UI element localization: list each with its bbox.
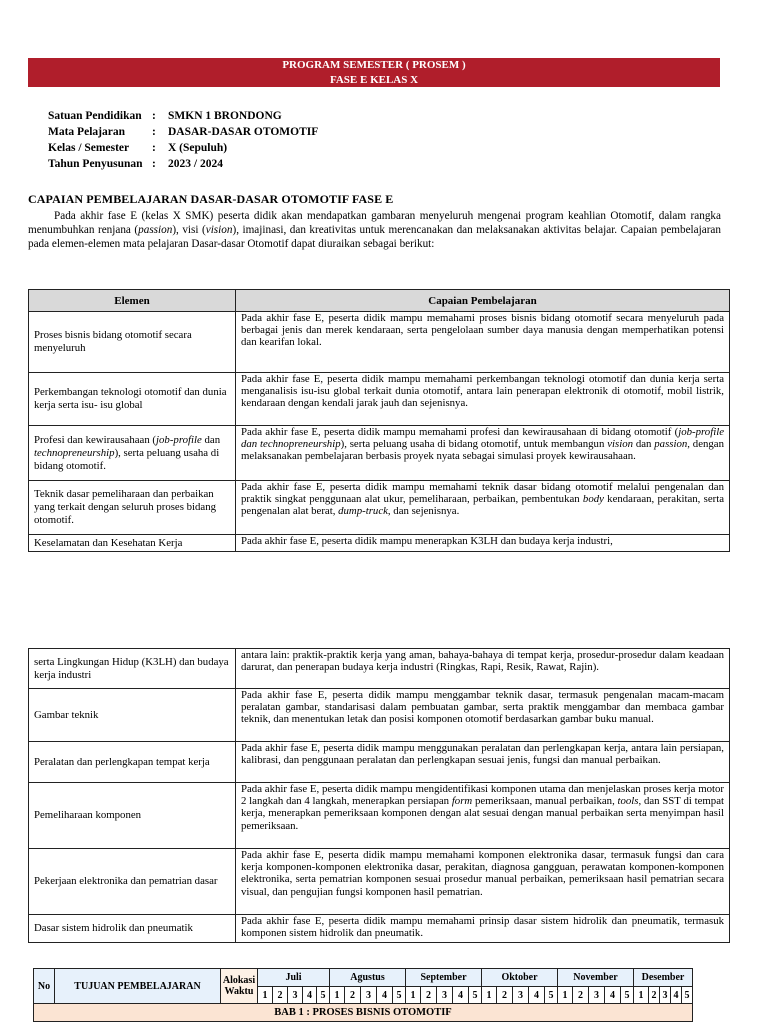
month-header: September <box>406 969 482 987</box>
week-number: 3 <box>437 987 453 1004</box>
table-row <box>29 426 730 481</box>
table-row <box>29 849 730 915</box>
elemen-cell: serta Lingkungan Hidup (K3LH) dan budaya kerja industri <box>29 649 236 689</box>
capaian-cell: Pada akhir fase E, peserta didik mampu memahami proses bisnis bidang otomotif secara menyeluruh pada berbagai jenis dan merek kendaraan, serta pengelolaan sumber daya manusia dengan memperhatikan potensi dan kearifan lokal. <box>236 312 730 373</box>
table-row <box>29 373 730 426</box>
capaian-cell: Pada akhir fase E, peserta didik mampu mengidentifikasi komponen utama dan menjelaskan proses kerja motor 2 langkah dan 4 langkah, menerapkan persiapan form pemeriksaan, manual perbaikan, tools, dan SST di tempat kerja, menerapkan pemeriksaan komponen dengan alat sesuai dengan manual perbaikan serta menyimpan hasil pemeriksaan. <box>236 783 730 849</box>
bab-heading: BAB 1 : PROSES BISNIS OTOMOTIF <box>34 1004 693 1022</box>
week-number: 2 <box>573 987 589 1004</box>
week-number: 5 <box>317 987 330 1004</box>
week-number: 3 <box>288 987 303 1004</box>
col-header-tujuan: TUJUAN PEMBELAJARAN <box>55 969 221 1004</box>
elemen-cell: Profesi dan kewirausahaan (job-profile dan technopreneurship), serta peluang usaha di bidang otomotif. <box>29 426 236 481</box>
table-row <box>29 783 730 849</box>
week-number: 1 <box>558 987 573 1004</box>
week-number: 1 <box>330 987 345 1004</box>
month-header: Agustus <box>330 969 406 987</box>
week-number: 5 <box>545 987 558 1004</box>
elemen-cell: Peralatan dan perlengkapan tempat kerja <box>29 742 236 783</box>
week-number: 4 <box>303 987 317 1004</box>
capaian-cell: Pada akhir fase E, peserta didik mampu menerapkan K3LH dan budaya kerja industri, <box>236 535 730 552</box>
week-number: 3 <box>660 987 671 1004</box>
week-number: 4 <box>377 987 393 1004</box>
elemen-cell: Gambar teknik <box>29 689 236 742</box>
elemen-cell: Keselamatan dan Kesehatan Kerja <box>29 535 236 552</box>
cp-table-continued <box>28 648 730 943</box>
info-row: Kelas / Semester : X (Sepuluh) <box>48 142 228 154</box>
elemen-cell: Teknik dasar pemeliharaan dan perbaikan yang terkait dengan seluruh proses bidang otomotif. <box>29 481 236 535</box>
table-row <box>29 535 730 552</box>
week-number: 4 <box>529 987 545 1004</box>
month-header: Oktober <box>482 969 558 987</box>
document-title: PROGRAM SEMESTER ( PROSEM ) <box>282 59 466 71</box>
capaian-cell: Pada akhir fase E, peserta didik mampu memahami komponen elektronika dasar, termasuk fungsi dan cara kerja komponen-komponen elektronika dasar, perakitan, diagnosa gangguan, perawatan komponen-komponen elektronika, serta pematrian komponen sesuai prosedur manual perbaikan, pemeriksaan hasil pematrian secara visual, dan pengujian fungsi komponen hasil pematrian. <box>236 849 730 915</box>
capaian-cell: Pada akhir fase E, peserta didik mampu menggambar teknik dasar, termasuk pengenalan macam-macam peralatan gambar, standarisasi dalam pembuatan gambar, serta praktik menggambar dan membaca gambar teknik, dan menentukan letak dan posisi komponen otomotif berdasarkan gambar buku manual. <box>236 689 730 742</box>
document-title-banner <box>28 58 720 87</box>
capaian-cell: Pada akhir fase E, peserta didik mampu memahami profesi dan kewirausahaan di bidang otomotif (job-profile dan technopreneurship), serta peluang usaha di bidang otomotif, untuk membangun vision dan passion, dengan melaksanakan pembelajaran berbasis proyek nyata sebagai simulasi proyek kewirausahaan. <box>236 426 730 481</box>
week-number: 1 <box>258 987 273 1004</box>
table-row <box>29 481 730 535</box>
info-row: Satuan Pendidikan : SMKN 1 BRONDONG <box>48 110 282 122</box>
table-row <box>29 649 730 689</box>
week-number: 2 <box>497 987 513 1004</box>
week-number: 5 <box>393 987 406 1004</box>
col-header-no: No <box>34 969 55 1004</box>
week-number: 2 <box>649 987 660 1004</box>
col-header-capaian: Capaian Pembelajaran <box>236 290 730 312</box>
capaian-cell: antara lain: praktik-praktik kerja yang aman, bahaya-bahaya di tempat kerja, prosedur-prosedur dalam keadaan darurat, dan penerapan budaya kerja industri (Ringkas, Rapi, Resik, Rawat, Rajin). <box>236 649 730 689</box>
elemen-cell: Dasar sistem hidrolik dan pneumatik <box>29 915 236 943</box>
identity-info <box>48 108 318 172</box>
table-row <box>29 689 730 742</box>
week-number: 2 <box>345 987 361 1004</box>
week-number: 1 <box>406 987 421 1004</box>
week-number: 4 <box>671 987 682 1004</box>
elemen-cell: Perkembangan teknologi otomotif dan dunia kerja serta isu- isu global <box>29 373 236 426</box>
cp-table <box>28 289 730 552</box>
capaian-cell: Pada akhir fase E, peserta didik mampu menggunakan peralatan dan perlengkapan kerja, antara lain persiapan, kalibrasi, dan penggunaan peralatan dan perlengkapan sesuai jenis, fungsi dan manual perbaikan. <box>236 742 730 783</box>
week-number: 4 <box>605 987 621 1004</box>
elemen-cell: Pekerjaan elektronika dan pematrian dasar <box>29 849 236 915</box>
table-row <box>29 915 730 943</box>
elemen-cell: Pemeliharaan komponen <box>29 783 236 849</box>
schedule-table <box>33 968 693 1022</box>
info-row: Tahun Penyusunan : 2023 / 2024 <box>48 158 223 170</box>
col-header-alokasi: Alokasi Waktu <box>221 969 258 1004</box>
week-number: 5 <box>682 987 693 1004</box>
capaian-cell: Pada akhir fase E, peserta didik mampu memahami teknik dasar bidang otomotif melalui pengenalan dan praktik singkat penggunaan alat ukur, pemeliharaan, perbaikan, pembentukan body kendaraan, perakitan, serta pengenalan alat berat, dump-truck, dan sejenisnya. <box>236 481 730 535</box>
week-number: 3 <box>513 987 529 1004</box>
week-number: 1 <box>482 987 497 1004</box>
month-header: November <box>558 969 634 987</box>
elemen-cell: Proses bisnis bidang otomotif secara menyeluruh <box>29 312 236 373</box>
week-number: 3 <box>589 987 605 1004</box>
month-header: Desember <box>634 969 693 987</box>
intro-paragraph: Pada akhir fase E (kelas X SMK) peserta didik akan mendapatkan gambaran menyeluruh mengenai program keahlian Otomotif, dalam rangka menumbuhkan renjana (passion), visi (vision), imajinasi, dan kreativitas untuk merencanakan dan melaksanakan aktivitas belajar. Capaian pembelajaran pada elemen-elemen mata pelajaran Dasar-dasar Otomotif dapat diuraikan sebagai berikut: <box>28 210 721 251</box>
document-subtitle: FASE E KELAS X <box>329 73 419 86</box>
week-number: 3 <box>361 987 377 1004</box>
week-number: 2 <box>421 987 437 1004</box>
week-number: 2 <box>273 987 288 1004</box>
col-header-elemen: Elemen <box>29 290 236 312</box>
table-row <box>29 742 730 783</box>
table-row <box>29 312 730 373</box>
info-row: Mata Pelajaran : DASAR-DASAR OTOMOTIF <box>48 126 319 138</box>
week-number: 4 <box>453 987 469 1004</box>
week-number: 5 <box>469 987 482 1004</box>
capaian-cell: Pada akhir fase E, peserta didik mampu memahami prinsip dasar sistem hidrolik dan pneumatik, termasuk komponen sistem hidrolik dan pneumatik. <box>236 915 730 943</box>
month-header: Juli <box>258 969 330 987</box>
capaian-cell: Pada akhir fase E, peserta didik mampu memahami perkembangan teknologi otomotif dan dunia kerja serta menganalisis isu-isu global terkait dunia otomotif, antara lain penerapan elektronik di otomotif, mobil listrik, kendaraan dengan kendali jarak jauh dan sejenisnya. <box>236 373 730 426</box>
week-number: 1 <box>634 987 649 1004</box>
week-number: 5 <box>621 987 634 1004</box>
section-heading: CAPAIAN PEMBELAJARAN DASAR-DASAR OTOMOTIF FASE E <box>28 192 394 206</box>
